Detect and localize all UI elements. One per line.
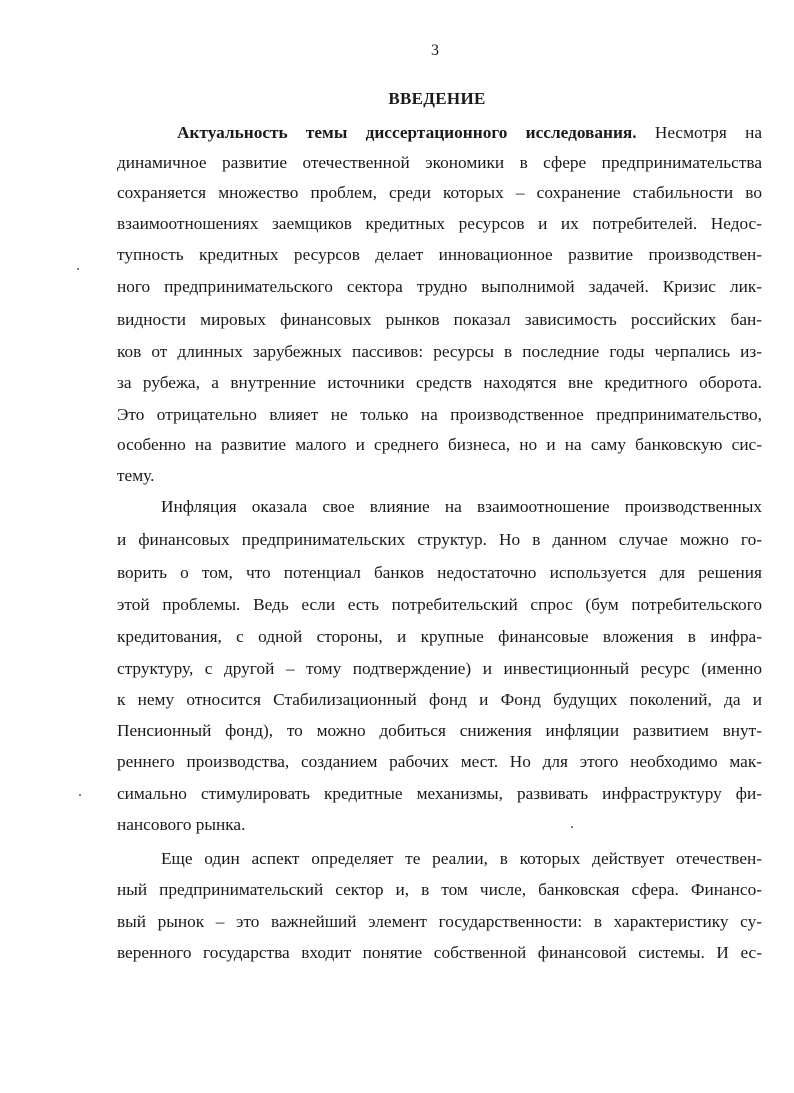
text-line: тупность кредитных ресурсов делает инновационное развитие производствен-	[117, 245, 762, 264]
text-line: структуру, с другой – тому подтверждение) и инвестиционный ресурс (именно	[117, 659, 762, 678]
text-line: вый рынок – это важнейший элемент государственности: в характеристику су-	[117, 912, 762, 931]
scan-speck	[571, 826, 573, 828]
page-number: 3	[431, 42, 439, 59]
lead-bold-text: Актуальность темы диссертационного исследования.	[177, 123, 637, 142]
text-line: и финансовых предпринимательских структур. Но в данном случае можно го-	[117, 530, 762, 549]
text-line: Пенсионный фонд), то можно добиться снижения инфляции развитием внут-	[117, 721, 762, 740]
scan-speck	[77, 268, 79, 270]
text-line: ков от длинных зарубежных пассивов: ресурсы в последние годы черпались из-	[117, 342, 762, 361]
text-line: нансового рынка.	[117, 815, 246, 834]
text-line: взаимоотношениях заемщиков кредитных ресурсов и их потребителей. Недос-	[117, 214, 762, 233]
text-line: видности мировых финансовых рынков показал зависимость российских бан-	[117, 310, 762, 329]
section-heading: ВВЕДЕНИЕ	[388, 89, 486, 108]
paragraph-2-first-line: Инфляция оказала свое влияние на взаимоотношение производственных	[161, 497, 762, 516]
text-line: этой проблемы. Ведь если есть потребительский спрос (бум потребительского	[117, 595, 762, 614]
lead-rest-text: Несмотря на	[636, 123, 762, 142]
paragraph-1-first-line	[177, 123, 762, 143]
text-line: веренного государства входит понятие собственной финансовой системы. И ес-	[117, 943, 762, 962]
text-line: тему.	[117, 466, 155, 485]
paragraph-3-first-line: Еще один аспект определяет те реалии, в которых действует отечествен-	[161, 849, 762, 868]
text-line: реннего производства, созданием рабочих мест. Но для этого необходимо мак-	[117, 752, 762, 771]
text-line: к нему относится Стабилизационный фонд и Фонд будущих поколений, да и	[117, 690, 762, 709]
text-line: ный предпринимательский сектор и, в том числе, банковская сфера. Финансо-	[117, 880, 762, 899]
text-line: ного предпринимательского сектора трудно выполнимой задачей. Кризис лик-	[117, 277, 762, 296]
text-line: ворить о том, что потенциал банков недостаточно используется для решения	[117, 563, 762, 582]
text-line: Это отрицательно влияет не только на производственное предпринимательство,	[117, 405, 762, 424]
text-line: особенно на развитие малого и среднего бизнеса, но и на саму банковскую сис-	[117, 435, 762, 454]
text-line: кредитования, с одной стороны, и крупные финансовые вложения в инфра-	[117, 627, 762, 646]
text-line: динамичное развитие отечественной экономики в сфере предпринимательства	[117, 153, 762, 172]
text-line: за рубежа, а внутренние источники средств находятся вне кредитного оборота.	[117, 373, 762, 392]
text-line: симально стимулировать кредитные механизмы, развивать инфраструктуру фи-	[117, 784, 762, 803]
text-line: сохраняется множество проблем, среди которых – сохранение стабильности во	[117, 183, 762, 202]
scan-speck	[79, 794, 81, 796]
